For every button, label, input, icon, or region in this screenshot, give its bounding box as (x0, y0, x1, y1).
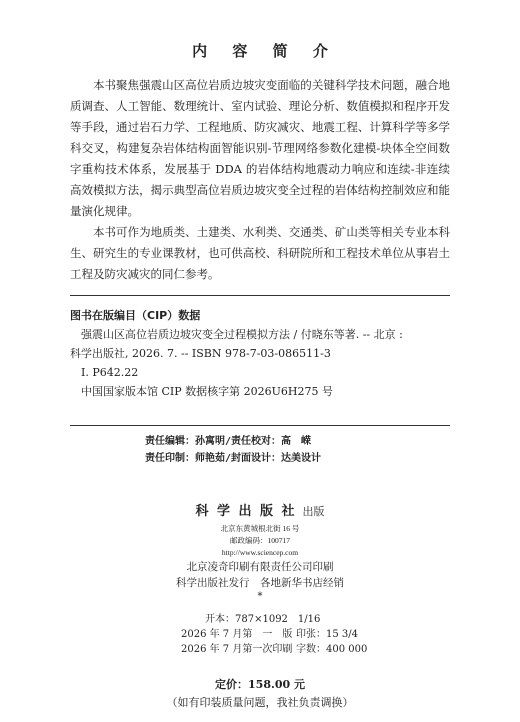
publisher-block (0, 504, 520, 603)
spec-edition-date: 2026 年 7 月第 一 版 (181, 629, 293, 640)
intro-paragraph-2: 本书可作为地质类、土建类、水利类、交通类、矿山类等相关专业本科生、研究生的专业课教材，也可供高校、科研院所和工程技术单位从事岩土工程及防灾减灾的同仁参考。 (70, 225, 450, 281)
cip-bottom-rule (70, 425, 450, 426)
cip-heading: 图书在版编目（CIP）数据 (70, 309, 201, 322)
cip-line-record-number: 中国国家版本馆 CIP 数据核字第 2026U6H275 号 (81, 385, 333, 398)
separator-star: * (257, 591, 263, 602)
spec-word-count: 字数：400 000 (296, 644, 368, 655)
spec-format: 开本：787×1092 1/16 (205, 614, 321, 625)
publisher-postcode: 邮政编码：100717 (230, 536, 290, 545)
printer-line: 北京凌奇印刷有限责任公司印刷 (186, 561, 334, 573)
credits-line-editors: 责任编辑：孙寓明/责任校对：高 嵘 (145, 436, 312, 447)
cip-line-publisher: 科学出版社, 2026. 7. -- ISBN 978-7-03-086511-3 (70, 347, 331, 360)
publisher-name (0, 504, 520, 519)
intro-paragraph-1: 本书聚焦强震山区高位岩质边坡灾变面临的关键科学技术问题，融合地质调查、人工智能、数理统计、室内试验、理论分析、数值模拟和程序开发等手段，通过岩石力学、工程地质、防灾减灾、地震工程、计算科学等多学科交叉，构建复杂岩体结构面智能识别-节理网络参数化建模-块体全空间数字重构技术体系，发展基于 DDA 的岩体结构地震动力响应和连续-非连续高效模拟方法，揭示典型高位岩质边坡灾变全过程的岩体结构控制效应和能量演化规律。 (70, 78, 450, 218)
spec-sheets: 印张：15 3/4 (296, 629, 358, 640)
quality-notice: （如有印装质量问题，我社负责调换） (166, 696, 354, 709)
editorial-credits (145, 433, 445, 467)
cip-data-block (70, 306, 450, 401)
cip-line-title: 强震山区高位岩质边坡灾变全过程模拟方法 / 付晓东等著. -- 北京 : (81, 328, 403, 341)
publisher-name-text: 科 学 出 版 社 (195, 504, 297, 519)
publisher-address: 北京东黄城根北街 16 号 (220, 524, 300, 533)
print-specs (0, 612, 520, 657)
price-label: 定价：158.00 元 (215, 678, 305, 691)
credits-line-production: 责任印制：师艳茹/封面设计：达美设计 (145, 453, 322, 464)
publisher-website: http://www.sciencep.com (221, 548, 299, 557)
page-title: 内 容 简 介 (192, 42, 338, 60)
cip-top-rule (70, 295, 450, 296)
publisher-name-suffix: 出版 (302, 505, 325, 518)
cip-line-classification: I. P642.22 (81, 366, 139, 379)
book-introduction (70, 75, 450, 285)
spec-print-date: 2026 年 7 月第一次印刷 (181, 644, 293, 655)
distribution-line: 科学出版社发行 各地新华书店经销 (176, 577, 344, 589)
